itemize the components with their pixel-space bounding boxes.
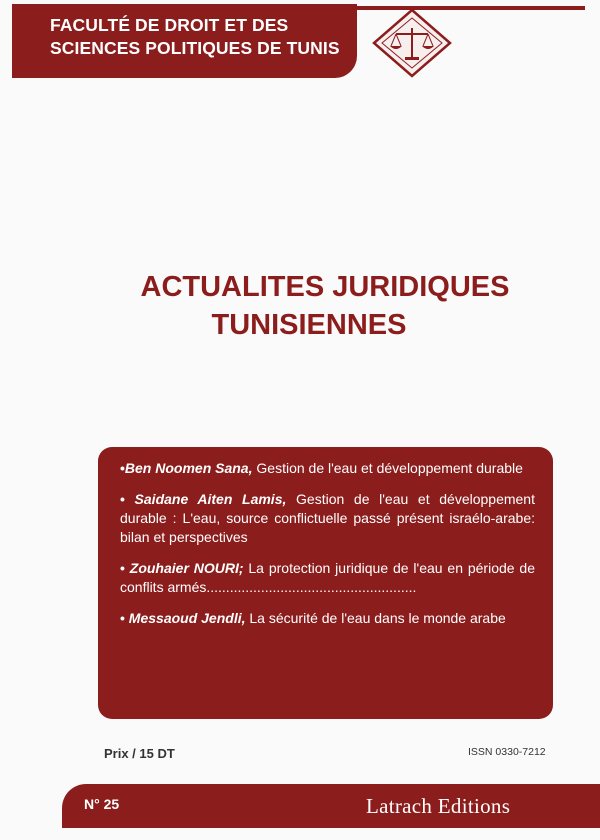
table-of-contents (98, 447, 553, 719)
scales-of-justice-diamond-icon (372, 8, 452, 78)
faculty-name-line1: FACULTÉ DE DROIT ET DES (50, 15, 289, 35)
entry-author: Zouhaier NOURI; (124, 560, 244, 576)
issn-label: ISSN 0330-7212 (468, 746, 546, 758)
footer-band (62, 784, 600, 828)
bullet: • (120, 460, 125, 476)
contents-entry (120, 459, 535, 478)
journal-title-line2: TUNISIENNES (211, 309, 407, 341)
journal-title-line1: ACTUALITES JURIDIQUES (140, 271, 510, 303)
entry-author: Saidane Aiten Lamis, (124, 491, 287, 507)
bullet: • (120, 610, 125, 626)
faculty-name-line2: SCIENCES POLITIQUES DE TUNIS (50, 38, 340, 58)
bullet: • (120, 560, 125, 576)
faculty-header (12, 4, 357, 78)
contents-entry (120, 609, 535, 628)
contents-entry (120, 559, 535, 597)
entry-title: Gestion de l'eau et développement durable (252, 460, 523, 476)
price-label: Prix / 15 DT (104, 746, 175, 761)
entry-title: La protection juridique de l'eau en période de conflits armés...................................................... (120, 560, 535, 595)
entry-title: La sécurité de l'eau dans le monde arabe (245, 610, 506, 626)
journal-title (0, 268, 600, 344)
entry-author: Ben Noomen Sana, (124, 460, 253, 476)
contents-entry (120, 490, 535, 547)
publisher-name: Latrach Editions (366, 794, 511, 818)
entry-author: Messaoud Jendli, (124, 610, 246, 626)
bullet: • (120, 491, 125, 507)
issue-number: N° 25 (84, 796, 120, 812)
entry-title: Gestion de l'eau et développement durable : L'eau, source conflictuelle passé présent israélo-arabe: bilan et perspectives (120, 491, 535, 545)
